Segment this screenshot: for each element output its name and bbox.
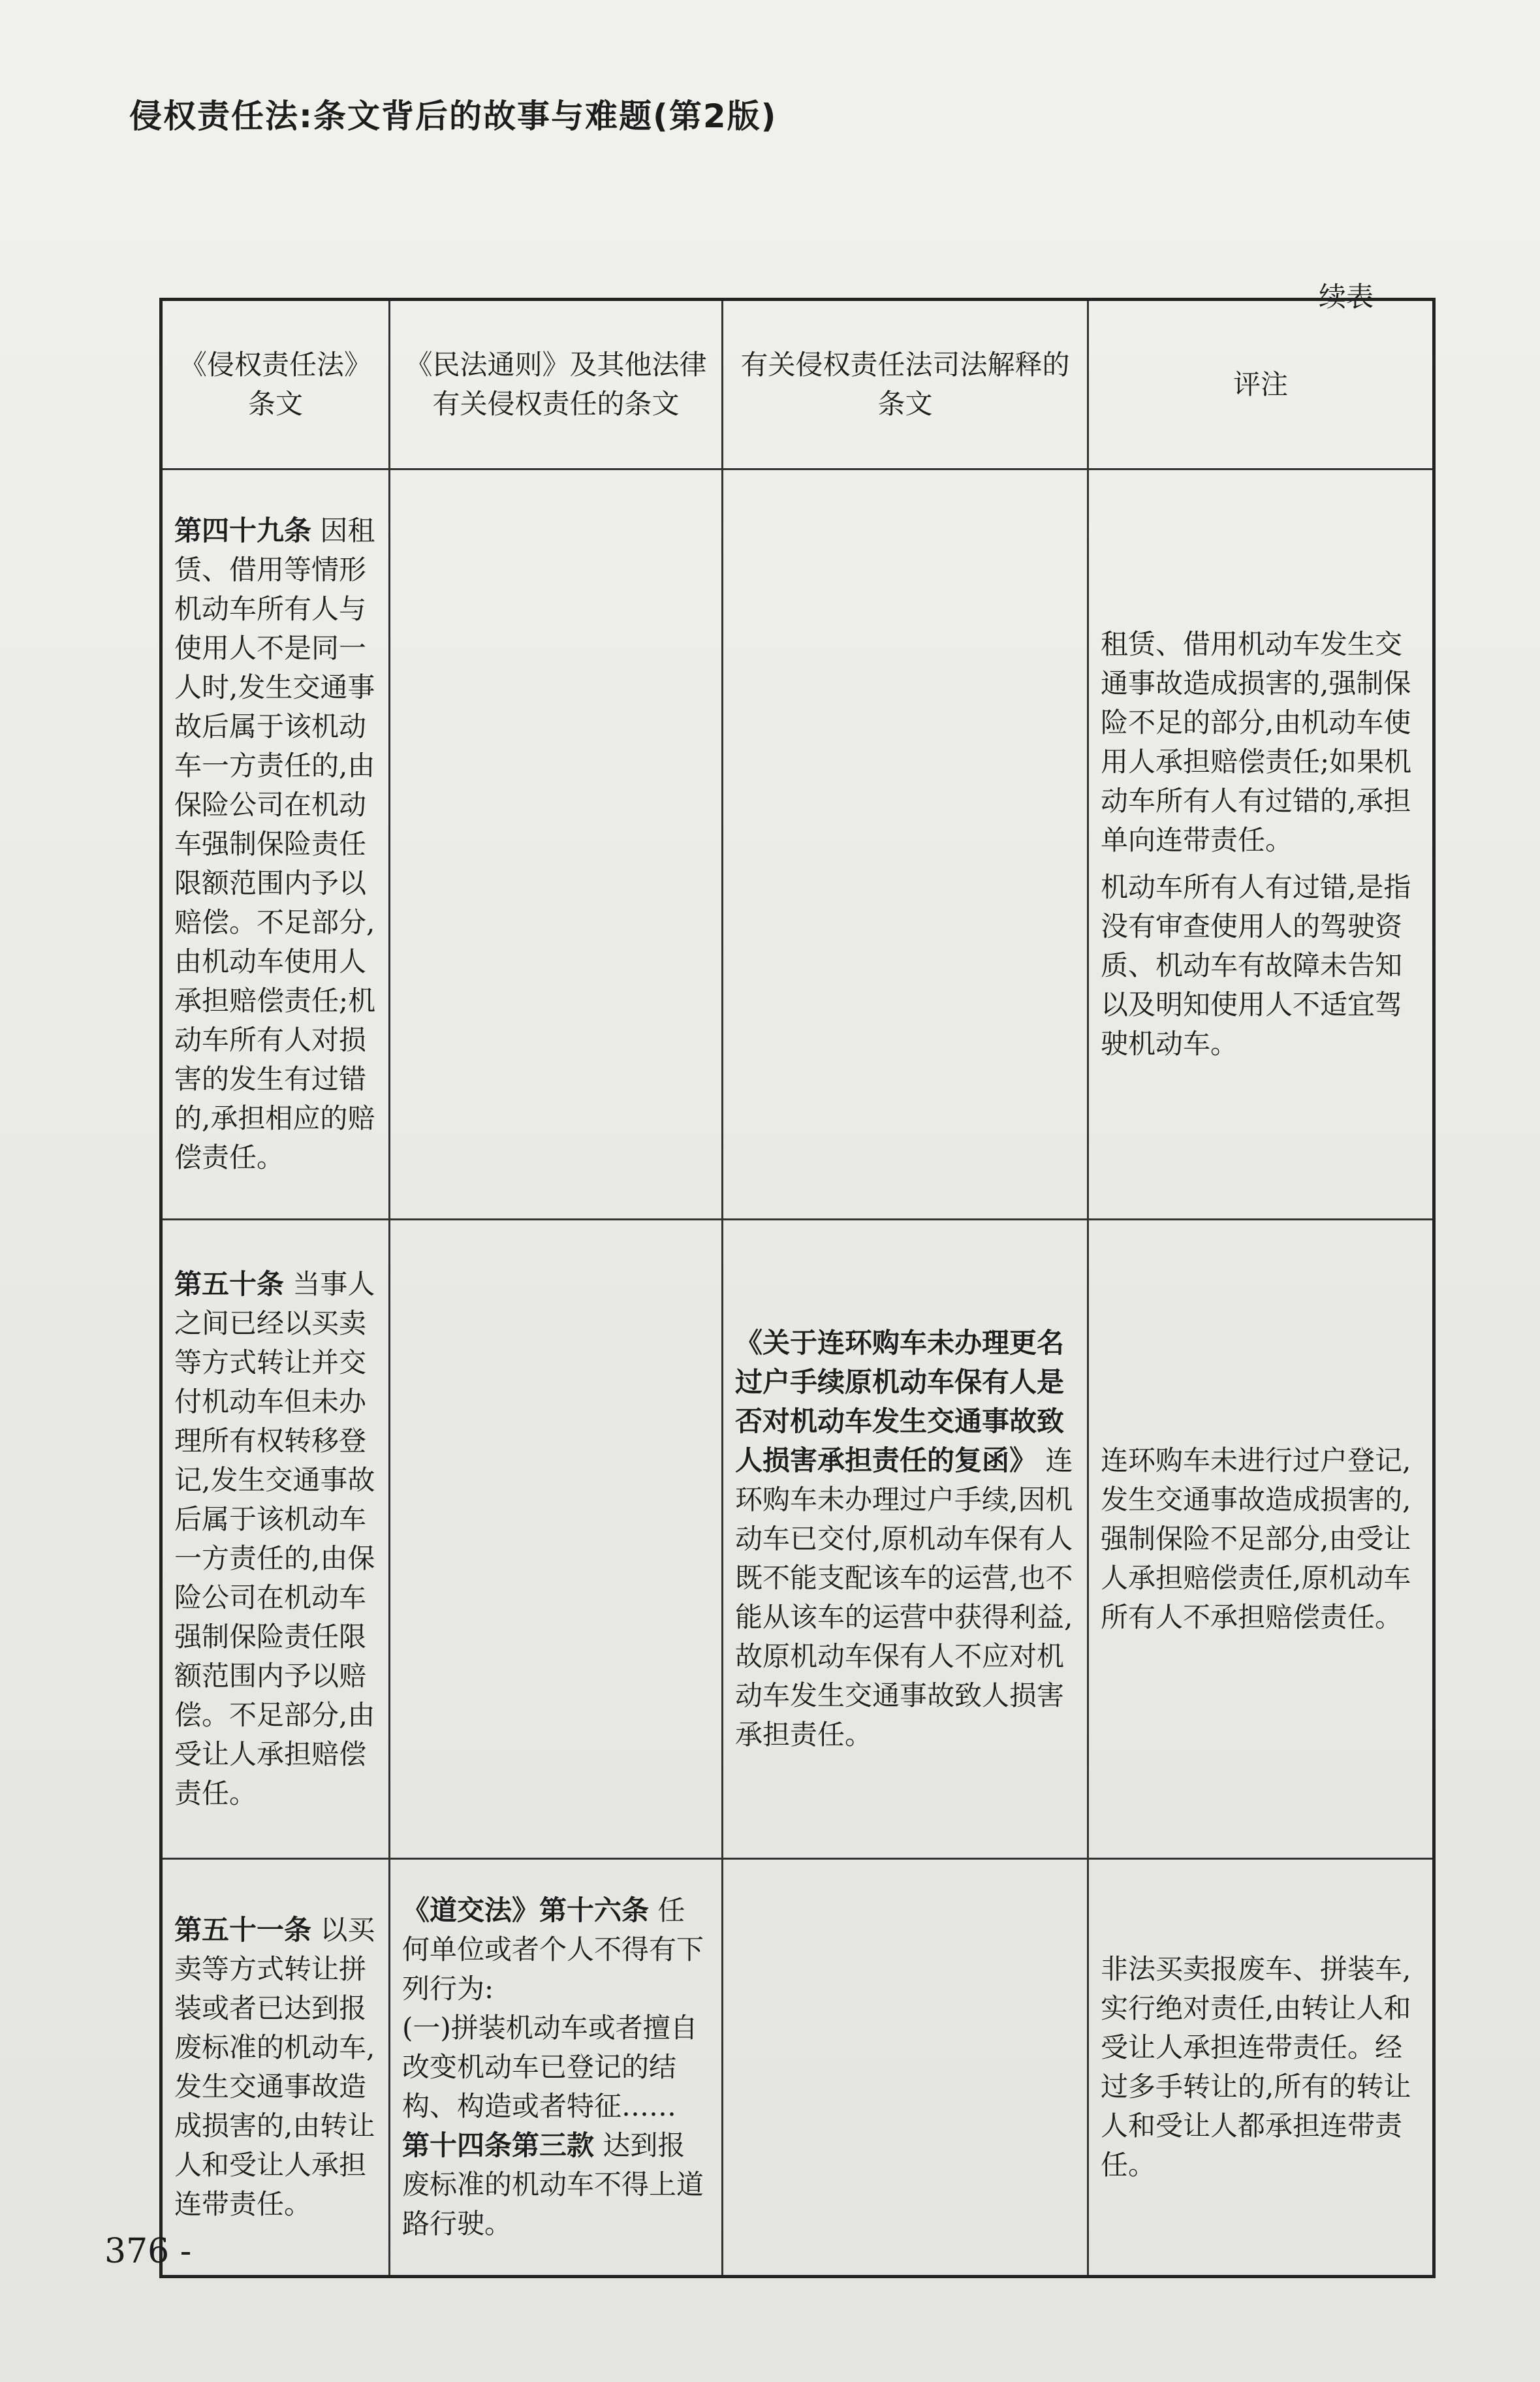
column-header-comment: 评注 [1088,300,1434,469]
table-row [161,469,1434,1220]
traffic-law-item: (一)拼装机动车或者擅自改变机动车已登记的结构、构造或者特征…… [402,2012,698,2122]
judicial-cell [723,469,1088,1220]
judicial-cell [723,1859,1088,2277]
comparison-table [159,298,1436,2278]
table-row [161,1220,1434,1859]
table-header-row [161,300,1434,469]
traffic-law-intro: 任何单位或者个人不得有下列行为: [402,1894,704,2005]
article-number: 第四十九条 [174,515,312,547]
article-number: 第五十条 [174,1268,285,1300]
tort-law-cell [161,1859,390,2277]
article-text: 因租赁、借用等情形机动车所有人与使用人不是同一人时,发生交通事故后属于该机动车一方责任的,由保险公司在机动车强制保险责任限额范围内予以赔偿。不足部分,由机动车使用人承担赔偿责任;机动车所有人对损害的发生有过错的,承担相应的赔偿责任。 [174,515,376,1173]
column-header-judicial-interpretation: 有关侵权责任法司法解释的条文 [723,300,1088,469]
table-row [161,1859,1434,2277]
continued-label: 续表 [1319,281,1374,313]
article-number: 第五十一条 [174,1914,312,1946]
page-number-mark: - [180,2232,192,2271]
page-number-value: 376 [104,2232,170,2271]
comment-paragraph: 租赁、借用机动车发生交通事故造成损害的,强制保险不足的部分,由机动车使用人承担赔偿责任;如果机动车所有人有过错的,承担单向连带责任。 [1101,628,1412,856]
judicial-text: 连环购车未办理过户手续,因机动车已交付,原机动车保有人既不能支配该车的运营,也不能从该车的运营中获得利益,故原机动车保有人不应对机动车发生交通事故致人损害承担责任。 [735,1444,1073,1751]
comment-cell [1088,1859,1434,2277]
article-text: 当事人之间已经以买卖等方式转让并交付机动车但未办理所有权转移登记,发生交通事故后属于该机动车一方责任的,由保险公司在机动车强制保险责任限额范围内予以赔偿。不足部分,由受让人承担赔偿责任。 [174,1268,375,1809]
judicial-document-title: 《关于连环购车未办理更名过户手续原机动车保有人是否对机动车发生交通事故致人损害承担责任的复函》 [735,1327,1065,1476]
traffic-law-article-title: 第十四条第三款 [402,2129,595,2161]
civil-law-cell [390,1859,723,2277]
comment-paragraph: 连环购车未进行过户登记,发生交通事故造成损害的,强制保险不足部分,由受让人承担赔偿责任,原机动车所有人不承担赔偿责任。 [1101,1444,1411,1633]
column-header-tort-law: 《侵权责任法》条文 [161,300,390,469]
judicial-cell [723,1220,1088,1859]
tort-law-cell [161,1220,390,1859]
traffic-law-article-title: 《道交法》第十六条 [402,1894,650,1926]
traffic-law-text: 达到报废标准的机动车不得上道路行驶。 [402,2129,704,2240]
running-header-title: 侵权责任法:条文背后的故事与难题(第2版) [129,97,778,135]
civil-law-cell [390,1220,723,1859]
comment-cell [1088,1220,1434,1859]
column-header-civil-law: 《民法通则》及其他法律有关侵权责任的条文 [390,300,723,469]
page-number [104,2232,191,2271]
comment-cell [1088,469,1434,1220]
civil-law-cell [390,469,723,1220]
tort-law-cell [161,469,390,1220]
comment-paragraph: 机动车所有人有过错,是指没有审查使用人的驾驶资质、机动车有故障未告知以及明知使用人不适宜驾驶机动车。 [1101,871,1411,1060]
article-text: 以买卖等方式转让拼装或者已达到报废标准的机动车,发生交通事故造成损害的,由转让人和受让人承担连带责任。 [174,1914,375,2220]
comment-paragraph: 非法买卖报废车、拼装车,实行绝对责任,由转让人和受让人承担连带责任。经过多手转让的,所有的转让人和受让人都承担连带责任。 [1101,1953,1411,2181]
